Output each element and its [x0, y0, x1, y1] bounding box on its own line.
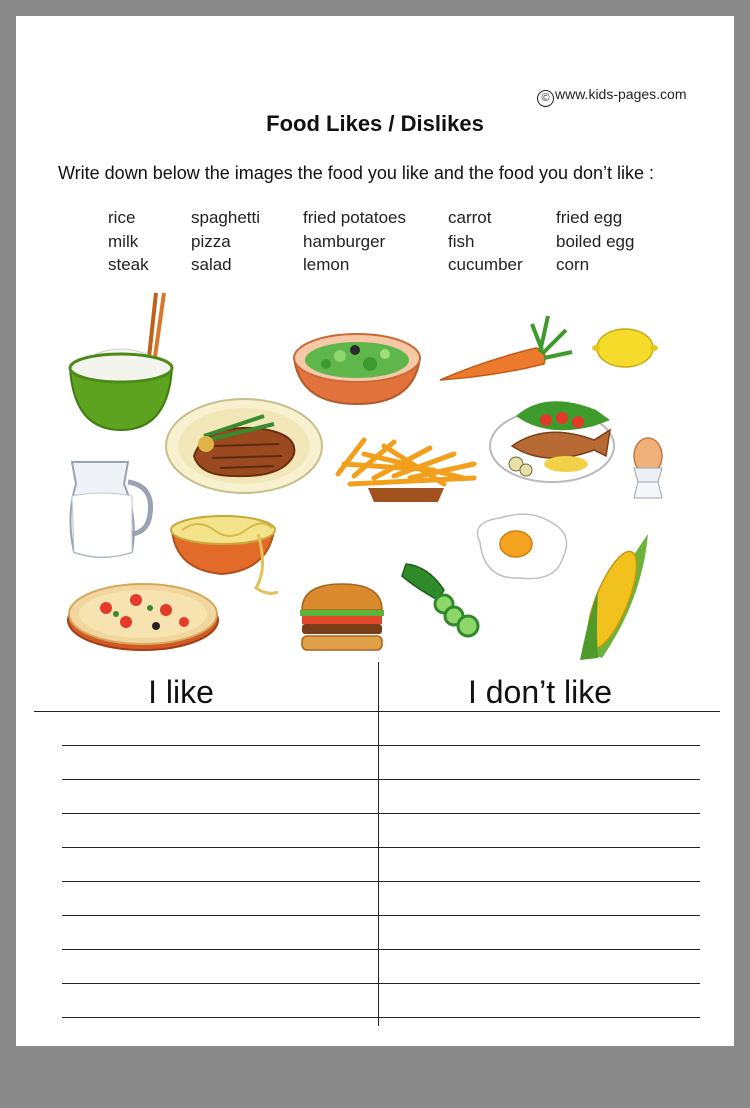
fish-plate-icon: [486, 386, 618, 486]
copyright: [537, 86, 687, 107]
word: boiled egg: [556, 231, 635, 251]
word: fried potatoes: [303, 208, 407, 227]
word: spaghetti: [191, 208, 260, 227]
word: fish: [448, 231, 475, 251]
steak-icon: [164, 396, 324, 496]
word: cucumber: [448, 255, 523, 274]
answer-line: [62, 949, 700, 950]
answer-line: [62, 847, 700, 848]
answer-line: [62, 745, 700, 746]
word: milk: [108, 231, 139, 251]
i-like-header: I like: [148, 674, 214, 710]
word-column-2: [191, 206, 260, 277]
page-title: Food Likes / Dislikes: [266, 111, 484, 136]
column-divider: [378, 662, 379, 1026]
answer-line: [62, 983, 700, 984]
word: fried egg: [556, 208, 623, 227]
cucumber-icon: [398, 556, 488, 638]
word-column-4: [448, 206, 523, 277]
word-column-1: [108, 206, 149, 277]
copyright-text: www.kids-pages.com: [555, 86, 687, 102]
worksheet: [16, 16, 734, 1046]
word: lemon: [303, 255, 350, 274]
fries-icon: [334, 434, 480, 504]
word: corn: [556, 255, 590, 274]
word: carrot: [448, 208, 492, 227]
answer-line: [62, 779, 700, 780]
i-dont-like-header: I don’t like: [467, 674, 613, 710]
answer-line: [62, 1017, 700, 1018]
word: salad: [191, 255, 232, 274]
boiled-egg-icon: [628, 434, 668, 504]
instruction-text: Write down below the images the food you like and the food you don’t like :: [58, 163, 655, 183]
hamburger-icon: [296, 580, 388, 654]
word-column-3: [303, 206, 406, 277]
word: pizza: [191, 231, 231, 251]
answer-line: [62, 881, 700, 882]
header-rule: [34, 711, 720, 712]
word: steak: [108, 255, 149, 274]
pizza-icon: [66, 578, 220, 652]
answer-line: [62, 915, 700, 916]
lemon-icon: [592, 324, 658, 372]
word-column-5: [556, 206, 634, 277]
corn-icon: [568, 530, 658, 664]
milk-jug-icon: [62, 456, 158, 566]
answer-line: [62, 813, 700, 814]
word: hamburger: [303, 231, 386, 251]
word: rice: [108, 208, 136, 227]
copyright-icon: ©: [537, 90, 554, 107]
carrot-icon: [436, 310, 576, 390]
